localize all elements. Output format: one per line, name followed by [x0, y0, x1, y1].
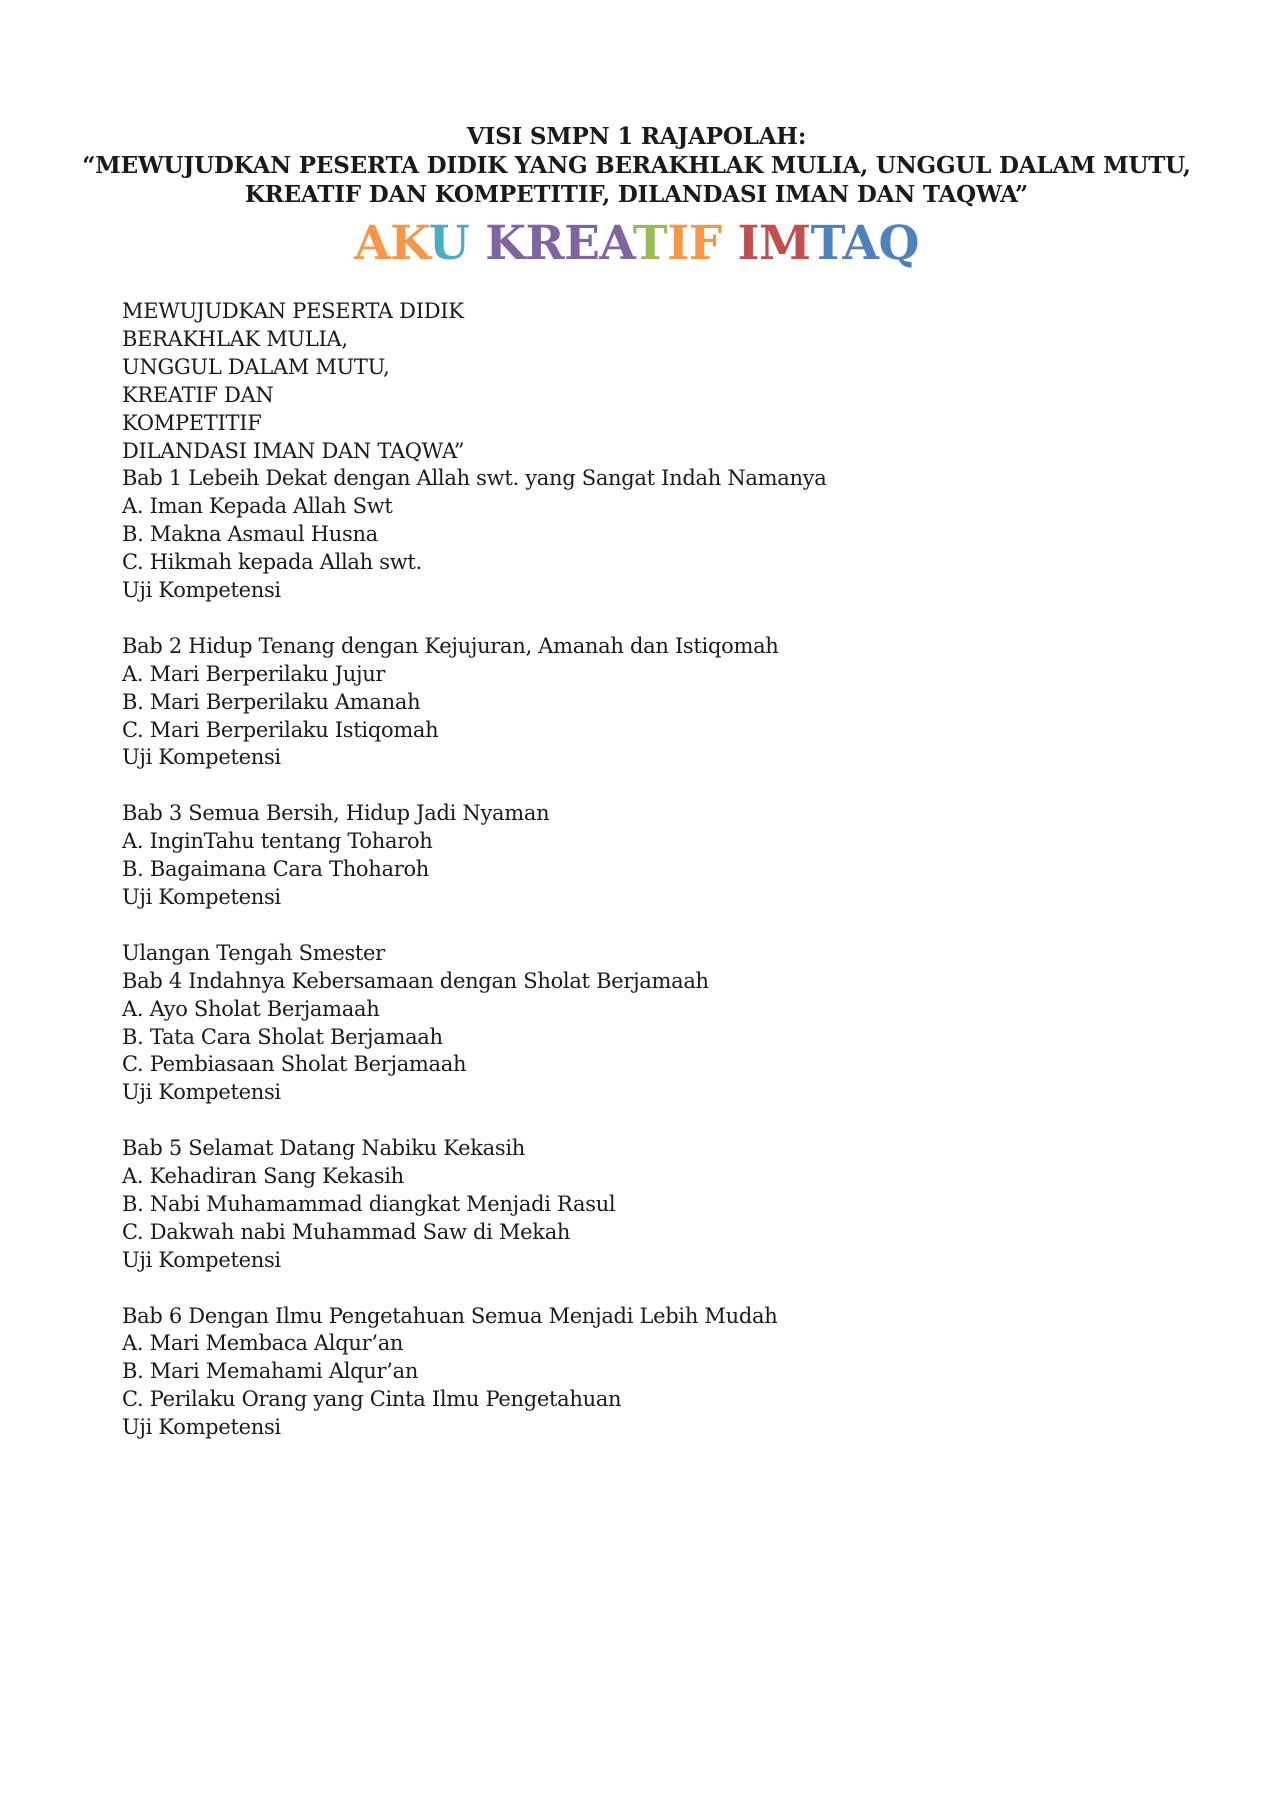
chapter-item: A. Kehadiran Sang Kekasih: [122, 1164, 404, 1189]
chapter-item: C. Perilaku Orang yang Cinta Ilmu Pengetahuan: [122, 1387, 622, 1412]
slogan-letter: M: [759, 216, 811, 271]
slogan-letter: K: [390, 216, 429, 271]
chapter-item: B. Tata Cara Sholat Berjamaah: [122, 1024, 443, 1049]
chapter-heading: Bab 6 Dengan Ilmu Pengetahuan Semua Menjadi Lebih Mudah: [122, 1303, 778, 1328]
slogan-letter: [722, 216, 738, 271]
slogan-letter: I: [667, 216, 689, 271]
slogan-letter: F: [688, 216, 722, 271]
chapter-section: [122, 1135, 1172, 1275]
slogan-aku-kreatif-imtaq: [0, 214, 1273, 274]
chapter-heading: Bab 2 Hidup Tenang dengan Kejujuran, Amanah dan Istiqomah: [122, 633, 779, 658]
vision-line: DILANDASI IMAN DAN TAQWA”: [122, 438, 465, 463]
slogan-letter: Q: [878, 216, 919, 271]
slogan-letter: E: [564, 216, 600, 271]
chapter-item: Bab 4 Indahnya Kebersamaan dengan Sholat Berjamaah: [122, 968, 709, 993]
chapter-item: A. Mari Membaca Alqur’an: [122, 1331, 404, 1356]
vision-header: [0, 122, 1273, 209]
slogan-letter: T: [632, 216, 668, 271]
vision-line: MEWUJUDKAN PESERTA DIDIK: [122, 299, 464, 323]
chapter-item: Uji Kompetensi: [122, 1247, 281, 1272]
chapter-list: [122, 465, 1172, 1442]
chapter-item: C. Hikmah kepada Allah swt.: [122, 550, 422, 575]
chapter-item: Uji Kompetensi: [122, 745, 281, 770]
vision-statement-line-2: KREATIF DAN KOMPETITIF, DILANDASI IMAN DAN TAQWA”: [244, 181, 1029, 208]
vision-line: UNGGUL DALAM MUTU,: [122, 354, 390, 379]
slogan-letter: A: [842, 216, 879, 271]
chapter-item: A. Iman Kepada Allah Swt: [122, 494, 393, 519]
chapter-heading: Bab 3 Semua Bersih, Hidup Jadi Nyaman: [122, 801, 550, 826]
chapter-item: B. Nabi Muhamammad diangkat Menjadi Rasul: [122, 1191, 616, 1216]
vision-title: VISI SMPN 1 RAJAPOLAH:: [466, 123, 807, 150]
chapter-item: Uji Kompetensi: [122, 885, 281, 909]
chapter-section: [122, 1303, 1172, 1443]
chapter-item: B. Bagaimana Cara Thoharoh: [122, 857, 430, 882]
chapter-item: C. Mari Berperilaku Istiqomah: [122, 717, 439, 742]
slogan-letter: A: [354, 216, 391, 271]
chapter-section: [122, 940, 1172, 1107]
chapter-heading: Ulangan Tengah Smester: [122, 940, 385, 965]
slogan-letter: I: [737, 216, 760, 271]
chapter-item: C. Dakwah nabi Muhammad Saw di Mekah: [122, 1219, 571, 1244]
vision-line: BERAKHLAK MULIA,: [122, 326, 348, 351]
chapter-item: B. Mari Berperilaku Amanah: [122, 689, 421, 714]
vision-breakdown: [122, 298, 1172, 465]
slogan-letter: A: [599, 216, 633, 271]
slogan-letter: U: [428, 216, 470, 271]
chapter-item: Uji Kompetensi: [122, 578, 281, 603]
document-body: [122, 298, 1172, 1470]
chapter-heading: Bab 5 Selamat Datang Nabiku Kekasih: [122, 1136, 525, 1161]
chapter-item: Uji Kompetensi: [122, 1415, 281, 1440]
chapter-item: C. Pembiasaan Sholat Berjamaah: [122, 1052, 467, 1077]
chapter-item: A. Mari Berperilaku Jujur: [122, 661, 386, 686]
chapter-section: [122, 800, 1172, 912]
chapter-item: A. InginTahu tentang Toharoh: [122, 829, 433, 854]
slogan-letter: R: [525, 216, 565, 271]
chapter-section: [122, 633, 1172, 773]
vision-line: KREATIF DAN: [122, 382, 274, 407]
chapter-item: B. Makna Asmaul Husna: [122, 522, 378, 547]
slogan-letter: T: [810, 216, 843, 271]
vision-statement-line-1: “MEWUJUDKAN PESERTA DIDIK YANG BERAKHLAK MULIA, UNGGUL DALAM MUTU,: [82, 152, 1191, 179]
slogan-letter: K: [485, 216, 526, 271]
chapter-item: Uji Kompetensi: [122, 1080, 281, 1105]
vision-line: KOMPETITIF: [122, 410, 262, 435]
chapter-section: [122, 465, 1172, 605]
chapter-item: B. Mari Memahami Alqur’an: [122, 1359, 419, 1384]
chapter-heading: Bab 1 Lebeih Dekat dengan Allah swt. yang Sangat Indah Namanya: [122, 466, 827, 491]
chapter-item: A. Ayo Sholat Berjamaah: [122, 996, 380, 1021]
slogan-letter: [469, 216, 485, 271]
